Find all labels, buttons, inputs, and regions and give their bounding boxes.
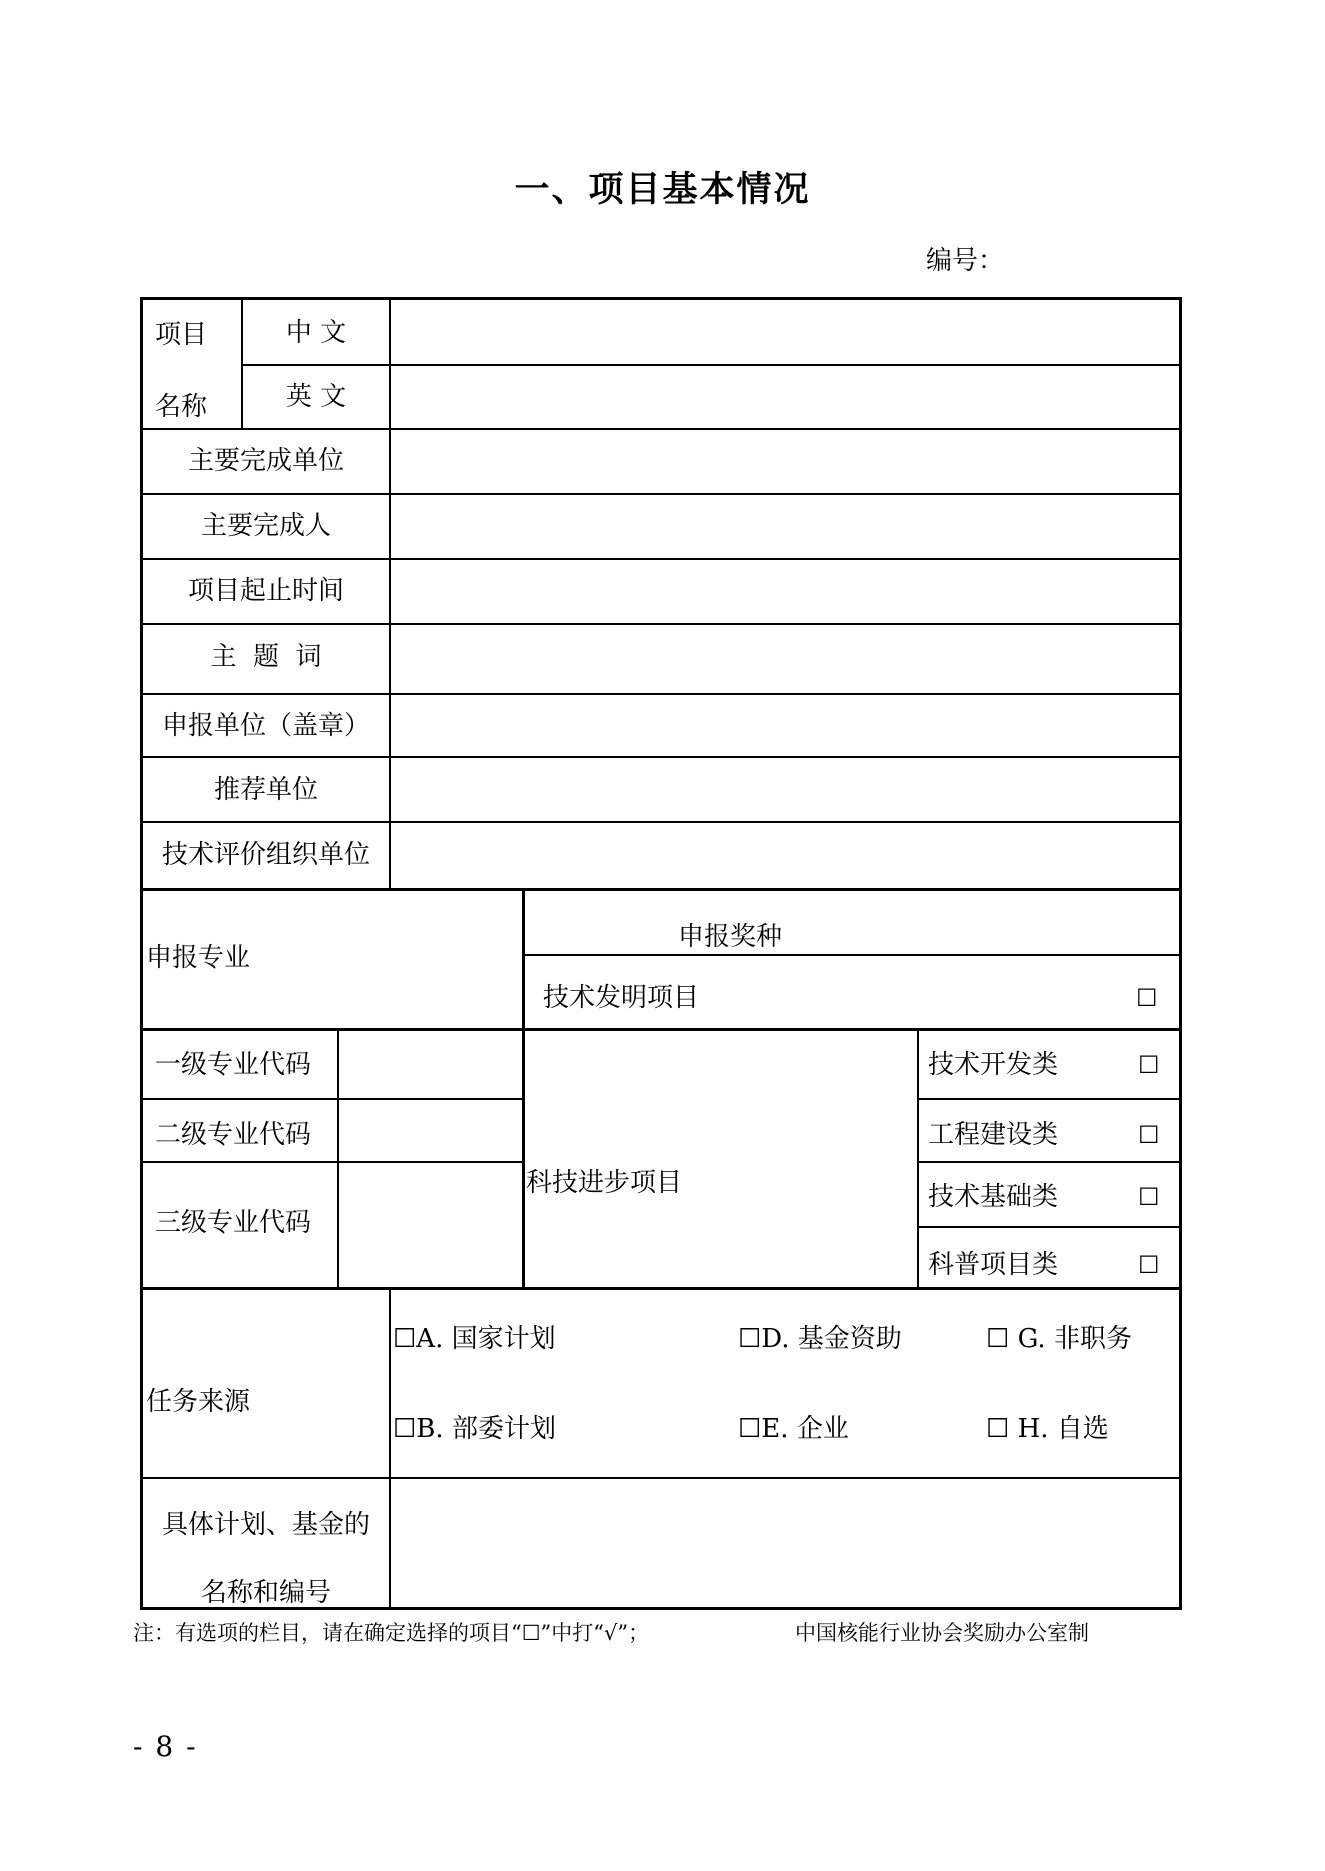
task-source-option-e[interactable]: ☐E. 企业 — [738, 1414, 849, 1444]
footnote: 注：有选项的栏目，请在确定选择的项目“☐”中打“√”； — [133, 1621, 650, 1645]
applicant-unit-label: 申报单位（盖章） — [161, 711, 370, 741]
tech-foundation-checkbox[interactable]: ☐ — [1138, 1183, 1160, 1211]
engineering-construction-label: 工程建设类 — [928, 1120, 1059, 1150]
project-info-form — [140, 297, 1182, 1610]
tech-development-label: 技术开发类 — [928, 1050, 1059, 1080]
sci-tech-progress-label: 科技进步项目 — [526, 1168, 683, 1198]
level3-code-label: 三级专业代码 — [155, 1208, 312, 1238]
recommending-unit-label: 推荐单位 — [213, 775, 318, 805]
project-period-label: 项目起止时间 — [187, 576, 344, 606]
award-type-header: 申报奖种 — [677, 922, 782, 952]
english-name-label: 英 文 — [285, 382, 347, 412]
plan-fund-field[interactable] — [397, 1495, 1172, 1595]
issuer-note: 中国核能行业协会奖励办公室制 — [795, 1621, 1089, 1645]
chinese-name-field[interactable] — [397, 318, 1172, 358]
science-popularization-checkbox[interactable]: ☐ — [1138, 1251, 1160, 1279]
task-source-option-a[interactable]: ☐A. 国家计划 — [393, 1324, 556, 1354]
project-period-field[interactable] — [397, 576, 1172, 616]
keywords-field[interactable] — [397, 642, 1172, 682]
project-name-group-label: 项目 — [155, 320, 208, 350]
level3-code-field[interactable] — [343, 1180, 517, 1270]
task-source-label: 任务来源 — [146, 1387, 251, 1417]
science-popularization-label: 科普项目类 — [928, 1250, 1059, 1280]
applicant-unit-field[interactable] — [397, 711, 1172, 751]
plan-fund-label: 具体计划、基金的 — [161, 1510, 370, 1540]
tech-foundation-label: 技术基础类 — [928, 1182, 1059, 1212]
main-units-field[interactable] — [397, 446, 1172, 486]
main-persons-label: 主要完成人 — [200, 511, 331, 541]
english-name-field[interactable] — [397, 382, 1172, 422]
main-persons-field[interactable] — [397, 511, 1172, 551]
tech-development-checkbox[interactable]: ☐ — [1138, 1051, 1160, 1079]
main-units-label: 主要完成单位 — [187, 446, 344, 476]
tech-invention-checkbox[interactable]: ☐ — [1136, 984, 1158, 1012]
task-source-option-d[interactable]: ☐D. 基金资助 — [738, 1324, 902, 1354]
level2-code-label: 二级专业代码 — [155, 1120, 312, 1150]
project-name-group-label-2: 名称 — [155, 392, 208, 422]
tech-invention-label: 技术发明项目 — [543, 983, 700, 1013]
keywords-label: 主 题 词 — [210, 642, 322, 672]
page-number: - 8 - — [133, 1730, 198, 1763]
page-title: 一、项目基本情况 — [514, 170, 811, 210]
chinese-name-label: 中 文 — [285, 318, 347, 348]
level1-code-label: 一级专业代码 — [155, 1050, 312, 1080]
engineering-construction-checkbox[interactable]: ☐ — [1138, 1121, 1160, 1149]
recommending-unit-field[interactable] — [397, 775, 1172, 815]
task-source-option-b[interactable]: ☐B. 部委计划 — [393, 1414, 556, 1444]
level2-code-field[interactable] — [343, 1112, 517, 1156]
evaluation-unit-field[interactable] — [397, 840, 1172, 880]
task-source-option-g[interactable]: ☐ G. 非职务 — [986, 1324, 1132, 1354]
specialty-label: 申报专业 — [146, 943, 251, 973]
level1-code-field[interactable] — [343, 1046, 517, 1090]
serial-number-label: 编号： — [926, 246, 1005, 276]
evaluation-unit-label: 技术评价组织单位 — [161, 840, 370, 870]
task-source-option-h[interactable]: ☐ H. 自选 — [986, 1414, 1109, 1444]
plan-fund-label-line2: 名称和编号 — [200, 1578, 331, 1606]
